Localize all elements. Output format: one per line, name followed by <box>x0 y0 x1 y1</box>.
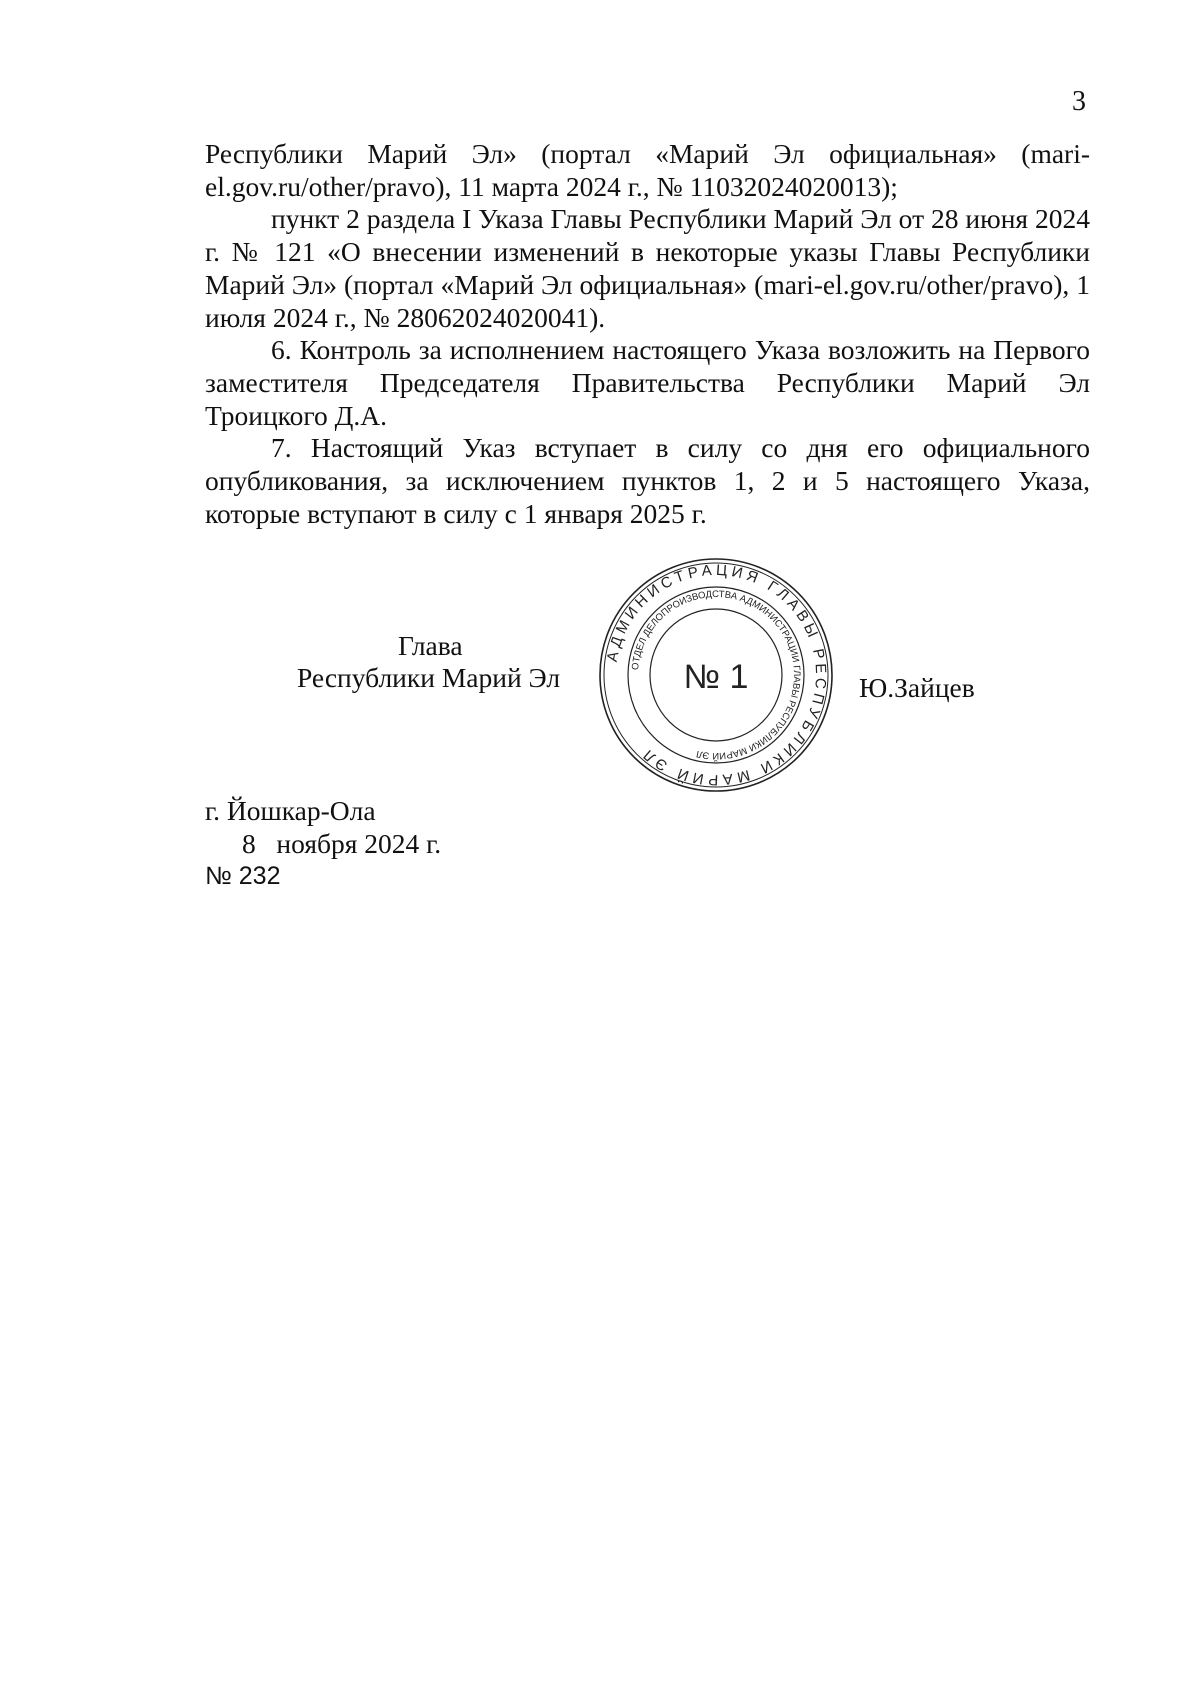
paragraph-item-2: пункт 2 раздела I Указа Главы Республики Марий Эл от 28 июня 2024 г. № 121 «О внесении изменений в некоторые указы Главы Республики Марий Эл» (портал «Марий Эл официальная» (mari-el.gov.ru/other/pravo), 1 июля 2024 г., № 28062024020041). <box>205 203 1090 333</box>
paragraph-continuation: Республики Марий Эл» (портал «Марий Эл официальная» (mari-el.gov.ru/other/pravo), 11 марта 2024 г., № 11032024020013); <box>205 138 1090 202</box>
seal-number: № 1 <box>683 658 749 696</box>
seal-inner-text: ОТДЕЛ ДЕЛОПРОИЗВОДСТВА АДМИНИСТРАЦИИ ГЛАВЫ РЕСПУБЛИКИ МАРИЙ ЭЛ <box>630 588 803 762</box>
signature-title-line1: Глава <box>398 630 463 661</box>
official-seal <box>596 555 836 795</box>
paragraph-7: 7. Настоящий Указ вступает в силу со дня его официального опубликования, за исключением пунктов 1, 2 и 5 настоящего Указа, которые вступают в силу с 1 января 2025 г. <box>205 432 1090 529</box>
decree-number: № 232 <box>205 862 281 890</box>
page-number: 3 <box>1072 86 1086 117</box>
decree-date: 8 ноября 2024 г. <box>242 828 442 859</box>
seal-outer-text: АДМИНИСТРАЦИЯ ГЛАВЫ РЕСПУБЛИКИ МАРИЙ ЭЛ <box>603 561 830 789</box>
signer-name: Ю.Зайцев <box>859 672 975 703</box>
signature-title-line2: Республики Марий Эл <box>297 662 561 693</box>
city: г. Йошкар-Ола <box>205 795 376 826</box>
paragraph-6: 6. Контроль за исполнением настоящего Указа возложить на Первого заместителя Председателя Правительства Республики Марий Эл Троицкого Д.А. <box>205 334 1090 431</box>
document-body <box>205 138 1090 530</box>
